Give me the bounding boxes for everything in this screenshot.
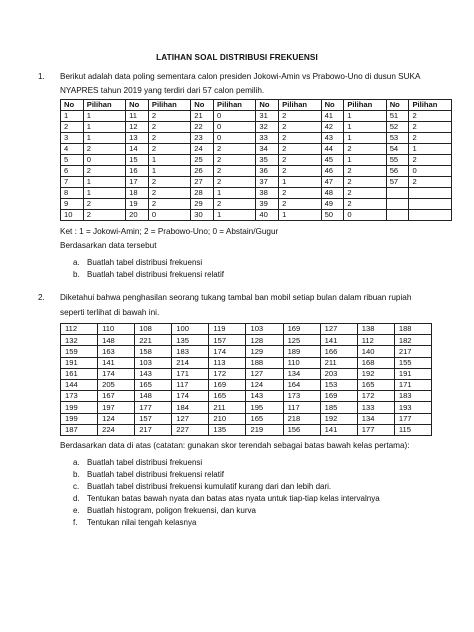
table-cell: 2 [409,122,452,133]
table-cell: 12 [126,122,149,133]
table-cell [409,188,452,199]
table-cell: 2 [61,122,84,133]
table-cell: 174 [209,346,246,357]
table-row [61,424,432,435]
table-cell: 2 [344,144,386,155]
list-item [73,270,224,279]
poll-table-header-cell: No [256,100,279,111]
table-cell: 188 [394,324,431,335]
table-cell: 127 [320,324,357,335]
table-cell: 227 [172,424,209,435]
table-cell: 45 [321,155,344,166]
table-row [61,210,452,221]
table-cell: 158 [135,346,172,357]
table-cell [409,210,452,221]
table-cell: 219 [246,424,283,435]
list-item-letter: b. [73,470,80,479]
table-cell: 141 [320,335,357,346]
table-cell: 4 [61,144,84,155]
table-cell: 1 [344,111,386,122]
table-cell: 144 [61,379,98,390]
table-cell: 2 [279,111,321,122]
table-row [61,122,452,133]
list-item-text: Buatlah tabel distribusi frekuensi [87,258,203,267]
table-cell: 161 [61,368,98,379]
table-cell: 43 [321,133,344,144]
table-cell: 48 [321,188,344,199]
table-cell: 141 [320,424,357,435]
table-cell: 2 [83,199,125,210]
table-cell: 1 [83,177,125,188]
table-cell: 18 [126,188,149,199]
table-cell: 214 [172,357,209,368]
table-cell: 1 [83,111,125,122]
table-cell: 127 [172,413,209,424]
table-cell: 173 [283,391,320,402]
table-cell: 1 [214,210,256,221]
table-cell: 112 [357,335,394,346]
table-cell: 171 [394,379,431,390]
table-cell: 172 [209,368,246,379]
table-cell: 191 [61,357,98,368]
table-cell: 32 [256,122,279,133]
table-cell: 177 [357,424,394,435]
table-cell: 1 [61,111,84,122]
table-cell: 5 [61,155,84,166]
table-cell: 2 [279,199,321,210]
table-cell: 34 [256,144,279,155]
table-cell: 192 [357,368,394,379]
table-cell: 172 [357,391,394,402]
question-1-number: 1. [38,72,45,81]
table-cell: 1 [148,166,190,177]
list-item-letter: d. [73,494,80,503]
table-cell: 2 [409,155,452,166]
table-cell: 39 [256,199,279,210]
table-row [61,155,452,166]
table-cell: 100 [172,324,209,335]
table-cell: 19 [126,199,149,210]
table-cell: 56 [386,166,409,177]
table-cell: 33 [256,133,279,144]
table-cell: 112 [61,324,98,335]
table-cell: 148 [98,335,135,346]
list-item [73,518,196,527]
table-cell: 1 [214,188,256,199]
table-cell: 143 [135,368,172,379]
table-cell: 42 [321,122,344,133]
table-cell: 2 [214,199,256,210]
list-item-text: Buatlah tabel distribusi frekuensi [87,458,203,467]
table-cell: 0 [344,210,386,221]
table-cell: 188 [246,357,283,368]
table-cell: 53 [386,133,409,144]
table-cell: 132 [61,335,98,346]
table-cell: 117 [283,402,320,413]
table-cell: 169 [320,391,357,402]
table-cell: 2 [148,144,190,155]
table-cell: 140 [357,346,394,357]
question-2-number: 2. [38,293,45,302]
table-cell: 22 [191,122,214,133]
question-2-line-1: Diketahui bahwa penghasilan seorang tukang tambal ban mobil setiap bulan dalam ribuan rupiah [60,293,412,302]
table-cell: 49 [321,199,344,210]
table-cell: 2 [214,177,256,188]
question-2-line-2: seperti terlihat di bawah ini. [60,308,160,317]
table-cell: 135 [209,424,246,435]
table-cell: 199 [61,413,98,424]
table-cell: 167 [98,391,135,402]
table-cell: 187 [61,424,98,435]
table-cell: 1 [344,122,386,133]
table-cell [386,188,409,199]
table-cell: 27 [191,177,214,188]
table-cell: 2 [83,210,125,221]
table-cell: 1 [83,122,125,133]
poll-table-header-row [61,100,452,111]
table-cell: 2 [344,188,386,199]
table-cell: 224 [98,424,135,435]
table-cell: 2 [279,188,321,199]
table-cell: 156 [283,424,320,435]
table-cell: 165 [209,391,246,402]
table-cell: 0 [214,122,256,133]
table-cell: 36 [256,166,279,177]
table-row [61,166,452,177]
table-cell [409,199,452,210]
poll-table-header-cell: No [386,100,409,111]
table-cell: 1 [279,177,321,188]
table-row [61,346,432,357]
list-item-text: Tentukan batas bawah nyata dan batas atas nyata untuk tiap-tiap kelas intervalnya [87,494,380,503]
income-data-table [60,323,432,436]
table-row [61,144,452,155]
table-cell: 134 [283,368,320,379]
table-cell: 10 [61,210,84,221]
table-cell: 54 [386,144,409,155]
table-cell: 37 [256,177,279,188]
table-row [61,177,452,188]
poll-table-header-cell: Pilihan [279,100,321,111]
table-cell: 2 [344,199,386,210]
table-row [61,413,432,424]
table-cell: 2 [148,188,190,199]
table-cell: 1 [344,155,386,166]
list-item-letter: c. [73,482,80,491]
table-cell: 2 [148,122,190,133]
table-cell: 28 [191,188,214,199]
table-cell: 8 [61,188,84,199]
table-cell: 185 [320,402,357,413]
table-cell: 55 [386,155,409,166]
table-cell: 218 [283,413,320,424]
table-cell: 50 [321,210,344,221]
poll-table-header-cell: Pilihan [83,100,125,111]
question-1-line-2: NYAPRES tahun 2019 yang terdiri dari 57 calon pemilih. [60,86,265,95]
table-cell: 2 [148,199,190,210]
table-row [61,335,432,346]
table-cell: 25 [191,155,214,166]
table-cell: 124 [98,413,135,424]
table-cell: 174 [172,391,209,402]
table-row [61,357,432,368]
table-cell: 26 [191,166,214,177]
table-cell: 2 [83,144,125,155]
table-cell: 2 [344,177,386,188]
list-item-letter: e. [73,506,80,515]
table-cell: 177 [135,402,172,413]
list-item [73,482,331,491]
table-cell: 2 [279,133,321,144]
table-cell: 113 [209,357,246,368]
table-cell: 9 [61,199,84,210]
table-cell: 2 [344,166,386,177]
table-cell: 2 [279,155,321,166]
table-cell: 143 [246,391,283,402]
list-item [73,506,256,515]
table-cell: 51 [386,111,409,122]
table-cell: 24 [191,144,214,155]
question-1-instruction: Berdasarkan data tersebut [60,241,157,250]
table-cell: 57 [386,177,409,188]
table-cell: 103 [246,324,283,335]
table-cell: 38 [256,188,279,199]
table-cell: 11 [126,111,149,122]
table-cell: 21 [191,111,214,122]
table-cell: 165 [357,379,394,390]
list-item-text: Buatlah tabel distribusi frekuensi kumulatif kurang dari dan lebih dari. [87,482,332,491]
table-cell: 205 [98,379,135,390]
table-cell: 135 [172,335,209,346]
table-cell: 1 [279,210,321,221]
table-cell: 0 [148,210,190,221]
table-row [61,111,452,122]
table-cell: 169 [209,379,246,390]
table-cell: 193 [394,402,431,413]
question-1-line-1: Berikut adalah data poling sementara calon presiden Jokowi-Amin vs Prabowo-Uno di dusun SUKA [60,72,421,81]
list-item-letter: a. [73,258,80,267]
table-cell: 103 [135,357,172,368]
table-cell: 16 [126,166,149,177]
table-cell: 217 [394,346,431,357]
table-cell: 1 [148,155,190,166]
poll-table-header-cell: Pilihan [409,100,452,111]
table-cell: 171 [172,368,209,379]
list-item [73,494,380,503]
table-cell: 155 [394,357,431,368]
table-cell: 210 [209,413,246,424]
list-item-text: Tentukan nilai tengah kelasnya [87,518,197,527]
table-cell: 108 [135,324,172,335]
poll-table-header-cell: No [191,100,214,111]
list-item-text: Buatlah tabel distribusi frekuensi relatif [87,470,224,479]
table-row [61,368,432,379]
table-row [61,199,452,210]
table-cell: 211 [209,402,246,413]
list-item [73,470,224,479]
table-cell: 115 [394,424,431,435]
table-cell: 197 [98,402,135,413]
table-cell: 47 [321,177,344,188]
table-cell: 20 [126,210,149,221]
table-cell: 2 [148,177,190,188]
table-cell: 157 [135,413,172,424]
table-cell: 14 [126,144,149,155]
table-cell: 2 [148,133,190,144]
table-cell: 2 [279,122,321,133]
table-cell: 148 [135,391,172,402]
table-cell: 35 [256,155,279,166]
table-cell: 157 [209,335,246,346]
table-cell: 17 [126,177,149,188]
table-cell: 13 [126,133,149,144]
poll-data-table [60,99,452,221]
table-row [61,133,452,144]
poll-table-header-cell: Pilihan [344,100,386,111]
table-cell: 191 [394,368,431,379]
table-cell: 159 [61,346,98,357]
table-cell: 31 [256,111,279,122]
list-item [73,458,202,467]
table-cell: 164 [283,379,320,390]
table-cell: 30 [191,210,214,221]
table-cell: 199 [61,402,98,413]
poll-table-header-cell: No [321,100,344,111]
table-cell: 174 [98,368,135,379]
table-cell: 165 [135,379,172,390]
table-row [61,324,432,335]
table-cell: 1 [344,133,386,144]
table-cell: 134 [357,413,394,424]
table-cell: 2 [214,166,256,177]
poll-table-header-cell: Pilihan [148,100,190,111]
table-cell: 184 [172,402,209,413]
table-cell [386,199,409,210]
document-title: LATIHAN SOAL DISTRIBUSI FREKUENSI [156,53,318,62]
table-row [61,402,432,413]
table-cell: 169 [283,324,320,335]
poll-table-header-cell: No [126,100,149,111]
table-cell: 177 [394,413,431,424]
table-cell: 0 [214,133,256,144]
table-cell: 2 [83,166,125,177]
list-item-letter: f. [73,518,78,527]
table-cell: 125 [283,335,320,346]
table-cell: 183 [394,391,431,402]
table-cell: 110 [98,324,135,335]
table-row [61,188,452,199]
table-cell: 129 [246,346,283,357]
table-cell: 165 [246,413,283,424]
list-item-letter: a. [73,458,80,467]
poll-table-header-cell: Pilihan [214,100,256,111]
table-cell: 2 [214,155,256,166]
table-cell: 192 [320,413,357,424]
list-item-text: Buatlah tabel distribusi frekuensi relatif [87,270,224,279]
table-cell: 0 [214,111,256,122]
table-cell: 119 [209,324,246,335]
table-cell: 110 [283,357,320,368]
table-cell: 52 [386,122,409,133]
table-cell: 7 [61,177,84,188]
table-cell: 138 [357,324,394,335]
table-cell: 1 [83,133,125,144]
table-cell: 173 [61,391,98,402]
table-cell: 2 [148,111,190,122]
table-cell: 3 [61,133,84,144]
table-cell: 163 [98,346,135,357]
table-cell: 44 [321,144,344,155]
poll-note: Ket : 1 = Jokowi-Amin; 2 = Prabowo-Uno; 0 = Abstain/Gugur [60,227,279,236]
table-cell: 23 [191,133,214,144]
table-cell: 221 [135,335,172,346]
table-cell: 217 [135,424,172,435]
table-cell: 1 [83,188,125,199]
table-cell: 128 [246,335,283,346]
table-cell: 2 [214,144,256,155]
table-cell: 2 [409,133,452,144]
table-row [61,379,432,390]
table-cell: 2 [409,177,452,188]
table-cell: 211 [320,357,357,368]
table-cell: 6 [61,166,84,177]
table-cell: 127 [246,368,283,379]
table-cell: 1 [409,144,452,155]
list-item-text: Buatlah histogram, poligon frekuensi, dan kurva [87,506,256,515]
poll-table-header-cell: No [61,100,84,111]
table-cell: 40 [256,210,279,221]
question-2-instruction: Berdasarkan data di atas (catatan: gunakan skor terendah sebagai batas bawah kelas pertama): [60,441,410,450]
table-cell: 29 [191,199,214,210]
table-cell: 182 [394,335,431,346]
table-cell: 141 [98,357,135,368]
table-cell: 2 [409,111,452,122]
table-cell: 0 [409,166,452,177]
list-item [73,258,202,267]
table-cell: 2 [279,144,321,155]
table-cell: 133 [357,402,394,413]
table-cell: 15 [126,155,149,166]
table-cell: 153 [320,379,357,390]
table-cell: 124 [246,379,283,390]
table-cell: 46 [321,166,344,177]
table-cell: 195 [246,402,283,413]
table-cell [386,210,409,221]
table-cell: 183 [172,346,209,357]
table-cell: 0 [83,155,125,166]
table-cell: 166 [320,346,357,357]
table-cell: 189 [283,346,320,357]
table-cell: 203 [320,368,357,379]
table-row [61,391,432,402]
table-cell: 168 [357,357,394,368]
list-item-letter: b. [73,270,80,279]
table-cell: 117 [172,379,209,390]
table-cell: 2 [279,166,321,177]
table-cell: 41 [321,111,344,122]
